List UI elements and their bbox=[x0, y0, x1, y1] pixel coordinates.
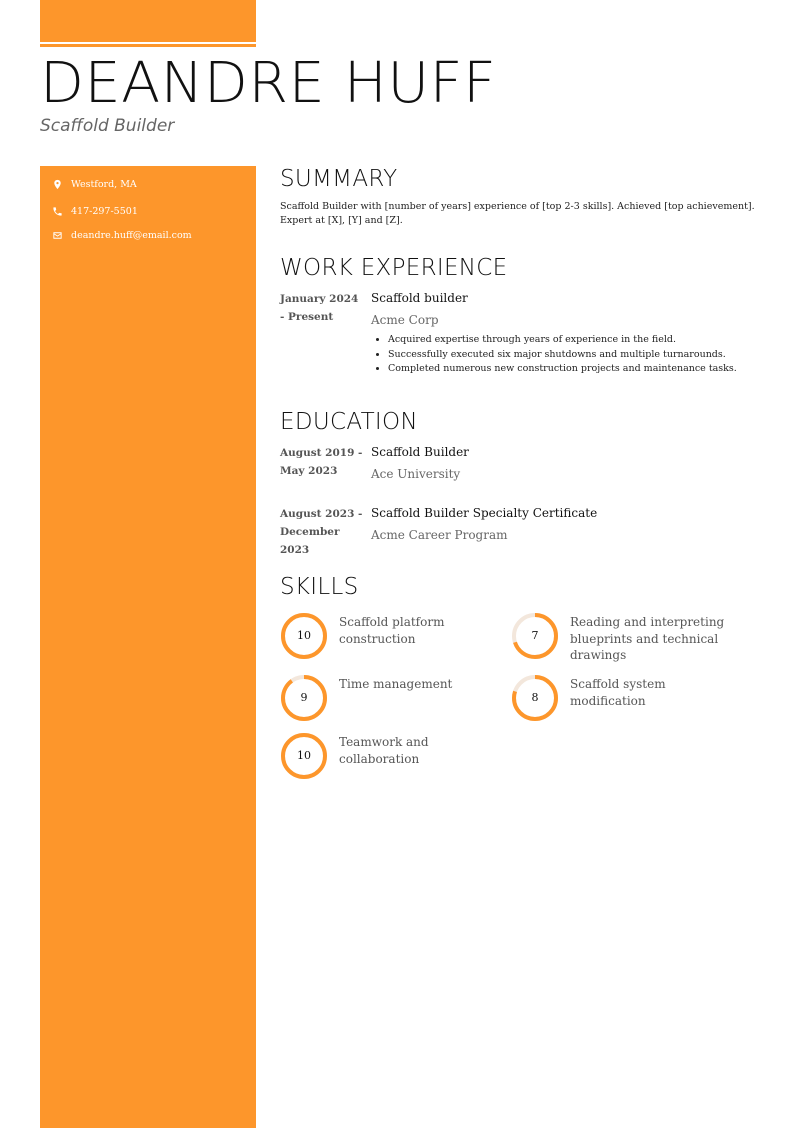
location-pin-icon bbox=[52, 179, 63, 190]
location-text: Westford, MA bbox=[71, 179, 137, 190]
education-dates bbox=[280, 505, 370, 559]
skill-level: 9 bbox=[300, 691, 308, 704]
skill-item bbox=[280, 612, 510, 662]
skill-name: Teamwork and collaboration bbox=[339, 735, 429, 766]
summary-text: Scaffold Builder with [number of years] experience of [top 2-3 skills]. Achieved [top achievement]. Expert at [X], [Y] and [Z]. bbox=[280, 201, 755, 226]
education-heading: EDUCATION bbox=[280, 409, 418, 435]
skill-name: Scaffold system modification bbox=[570, 677, 666, 708]
header-accent-block bbox=[40, 0, 256, 42]
skill-item bbox=[280, 732, 510, 782]
education-school: Ace University bbox=[371, 467, 461, 481]
sidebar bbox=[40, 166, 256, 1128]
summary-section bbox=[280, 166, 760, 228]
skill-name: Reading and interpreting blueprints and technical drawings bbox=[570, 615, 725, 662]
skills-section bbox=[280, 574, 760, 766]
skill-name: Scaffold platform construction bbox=[339, 615, 445, 646]
skill-level: 7 bbox=[531, 629, 539, 642]
education-date-start: August 2023 - bbox=[280, 508, 363, 520]
contact-location bbox=[52, 179, 137, 190]
header-accent-line bbox=[40, 44, 256, 47]
education-date-end: May 2023 bbox=[280, 465, 338, 477]
skill-level: 10 bbox=[297, 749, 311, 762]
envelope-icon bbox=[52, 230, 63, 241]
education-school: Acme Career Program bbox=[371, 528, 508, 542]
experience-date-start: January 2024 bbox=[280, 293, 359, 305]
experience-company: Acme Corp bbox=[371, 313, 439, 327]
phone-text[interactable]: 417-297-5501 bbox=[71, 206, 138, 217]
contact-phone bbox=[52, 206, 138, 217]
skill-item bbox=[280, 674, 510, 724]
experience-bullet: • Successfully executed six major shutdowns and multiple turnarounds. bbox=[388, 348, 737, 363]
education-date-end: December 2023 bbox=[280, 526, 340, 556]
experience-dates bbox=[280, 290, 370, 326]
experience-date-end: - Present bbox=[280, 311, 334, 323]
experience-section bbox=[280, 255, 760, 374]
education-section bbox=[280, 409, 760, 556]
experience-bullet: • Completed numerous new construction projects and maintenance tasks. bbox=[388, 362, 737, 377]
candidate-role: Scaffold Builder bbox=[40, 116, 175, 136]
summary-heading: SUMMARY bbox=[280, 166, 398, 192]
skill-level: 10 bbox=[297, 629, 311, 642]
education-title: Scaffold Builder Specialty Certificate bbox=[371, 506, 598, 520]
education-title: Scaffold Builder bbox=[371, 445, 469, 459]
phone-icon bbox=[52, 206, 63, 217]
skills-heading: SKILLS bbox=[280, 574, 359, 600]
experience-heading: WORK EXPERIENCE bbox=[280, 255, 508, 281]
education-dates bbox=[280, 444, 370, 480]
email-link[interactable]: deandre.huff@email.com bbox=[71, 230, 192, 241]
experience-bullet: • Acquired expertise through years of experience in the field. bbox=[388, 333, 737, 348]
experience-title: Scaffold builder bbox=[371, 291, 468, 305]
experience-bullets bbox=[371, 333, 737, 377]
contact-email bbox=[52, 230, 192, 241]
skill-item bbox=[511, 674, 741, 724]
skill-name: Time management bbox=[339, 677, 453, 691]
skill-item bbox=[511, 612, 741, 662]
candidate-name: DEANDRE HUFF bbox=[40, 51, 497, 116]
skill-level: 8 bbox=[531, 691, 539, 704]
education-date-start: August 2019 - bbox=[280, 447, 363, 459]
